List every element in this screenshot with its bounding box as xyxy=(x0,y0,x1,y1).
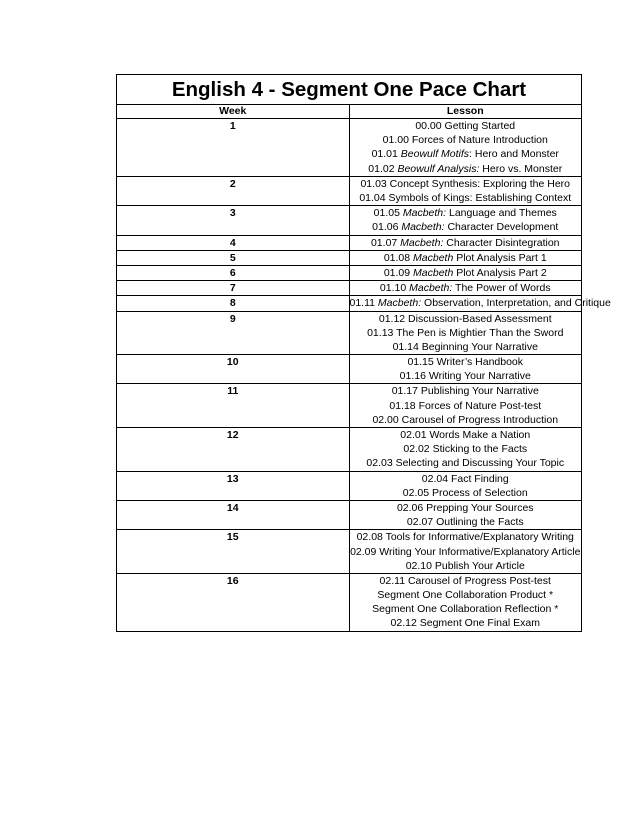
lesson-text: 01.12 Discussion-Based Assessment xyxy=(378,312,552,325)
week-row xyxy=(117,281,582,296)
lesson-item xyxy=(350,191,582,205)
week-row xyxy=(117,500,582,529)
lesson-text: 01.10 xyxy=(379,282,410,295)
week-number: 7 xyxy=(117,281,350,296)
pace-chart-body xyxy=(117,75,611,632)
week-number: 1 xyxy=(117,119,350,177)
lesson-list xyxy=(349,250,582,265)
week-number: 16 xyxy=(117,573,350,631)
week-number: 2 xyxy=(117,176,350,205)
lesson-item xyxy=(350,236,582,250)
lesson-item xyxy=(350,220,582,234)
lesson-text: Character Disintegration xyxy=(443,236,560,249)
week-row xyxy=(117,311,582,355)
lesson-column-header: Lesson xyxy=(349,105,582,119)
lesson-text: 01.16 Writing Your Narrative xyxy=(399,370,531,383)
week-row xyxy=(117,530,582,574)
week-number: 3 xyxy=(117,206,350,235)
lesson-text: 02.03 Selecting and Discussing Your Topic xyxy=(366,457,565,470)
lesson-text: Character Development xyxy=(444,221,559,234)
week-row xyxy=(117,573,582,631)
week-number: 15 xyxy=(117,530,350,574)
lesson-text: 01.14 Beginning Your Narrative xyxy=(392,340,538,353)
lesson-text-italic: Beowulf Motifs xyxy=(400,148,470,161)
lesson-item xyxy=(350,206,582,220)
lesson-item xyxy=(350,530,582,544)
week-row xyxy=(117,384,582,428)
lesson-text-italic: Macbeth: xyxy=(400,236,444,249)
lesson-text: 01.05 xyxy=(373,207,403,220)
lesson-text: 02.05 Process of Selection xyxy=(402,486,528,499)
lesson-list xyxy=(349,119,582,177)
lesson-item xyxy=(350,312,582,326)
lesson-text: 01.08 xyxy=(383,251,414,264)
lesson-item xyxy=(350,251,582,265)
lesson-text: 01.17 Publishing Your Narrative xyxy=(391,385,539,398)
lesson-text: 02.07 Outlining the Facts xyxy=(406,516,524,529)
lesson-item xyxy=(350,602,582,616)
lesson-item xyxy=(350,456,582,470)
week-number: 5 xyxy=(117,250,350,265)
lesson-text: 02.09 Writing Your Informative/Explanatory Article xyxy=(350,545,581,558)
lesson-text: 02.11 Carousel of Progress Post-test xyxy=(379,574,551,587)
lesson-list xyxy=(349,176,582,205)
lesson-item xyxy=(350,133,582,147)
lesson-item xyxy=(350,413,582,427)
lesson-item xyxy=(350,588,582,602)
lesson-list xyxy=(349,265,582,280)
lesson-text: Segment One Collaboration Product * xyxy=(377,589,554,602)
lesson-text: 01.00 Forces of Nature Introduction xyxy=(382,134,548,147)
lesson-text-italic: Beowulf Analysis: xyxy=(397,162,480,175)
week-row xyxy=(117,250,582,265)
lesson-text: 00.00 Getting Started xyxy=(415,120,516,132)
lesson-text: 02.04 Fact Finding xyxy=(421,472,509,485)
lesson-item xyxy=(350,472,582,486)
lesson-text: Plot Analysis Part 2 xyxy=(453,266,547,279)
lesson-text: 01.04 Symbols of Kings: Establishing Context xyxy=(359,191,572,204)
week-number: 9 xyxy=(117,311,350,355)
lesson-text: Observation, Interpretation, and Critique xyxy=(421,297,611,310)
lesson-text: 01.06 xyxy=(372,221,402,234)
lesson-text: 01.13 The Pen is Mightier Than the Sword xyxy=(367,326,564,339)
lesson-item xyxy=(350,177,582,191)
lesson-text-italic: Macbeth xyxy=(413,251,454,264)
lesson-list xyxy=(349,355,582,384)
lesson-item xyxy=(350,545,582,559)
lesson-text: 02.00 Carousel of Progress Introduction xyxy=(372,413,559,426)
lesson-item xyxy=(350,501,582,515)
lesson-text: The Power of Words xyxy=(452,282,551,295)
lesson-text-italic: Macbeth: xyxy=(409,282,453,295)
lesson-text: 02.08 Tools for Informative/Explanatory Writing xyxy=(356,531,574,544)
lesson-text: Segment One Collaboration Reflection * xyxy=(372,603,559,616)
lesson-list xyxy=(349,384,582,428)
week-number: 11 xyxy=(117,384,350,428)
lesson-text: 02.10 Publish Your Article xyxy=(405,559,525,572)
lesson-item xyxy=(350,428,582,442)
lesson-text: 02.02 Sticking to the Facts xyxy=(403,443,528,456)
lesson-text: 01.15 Writer’s Handbook xyxy=(407,356,524,369)
week-number: 6 xyxy=(117,265,350,280)
lesson-text-italic: Macbeth: xyxy=(402,207,447,220)
week-number: 14 xyxy=(117,500,350,529)
lesson-item xyxy=(350,515,582,529)
lesson-text: 01.03 Concept Synthesis: Exploring the Hero xyxy=(360,177,571,190)
lesson-item xyxy=(350,399,582,413)
lesson-item xyxy=(350,559,582,573)
lesson-list xyxy=(349,573,582,631)
lesson-text: 02.12 Segment One Final Exam xyxy=(390,617,540,630)
lesson-item xyxy=(350,369,582,383)
lesson-text: 01.18 Forces of Nature Post-test xyxy=(389,399,542,412)
lesson-text: Language and Themes xyxy=(446,207,557,220)
lesson-text: Hero vs. Monster xyxy=(479,162,563,175)
header-row xyxy=(117,105,582,119)
lesson-item xyxy=(350,442,582,456)
week-row xyxy=(117,265,582,280)
lesson-list xyxy=(349,206,582,235)
week-row xyxy=(117,355,582,384)
lesson-list xyxy=(349,311,582,355)
lesson-list xyxy=(349,296,611,311)
week-number: 4 xyxy=(117,235,350,250)
week-number: 13 xyxy=(117,471,350,500)
lesson-item xyxy=(350,162,582,176)
lesson-text-italic: Macbeth: xyxy=(377,297,422,310)
lesson-text: 01.09 xyxy=(383,266,414,279)
lesson-item xyxy=(350,119,582,133)
lesson-text-italic: Macbeth xyxy=(413,266,454,279)
week-row xyxy=(117,296,582,311)
page-title: English 4 - Segment One Pace Chart xyxy=(117,75,582,105)
week-number: 10 xyxy=(117,355,350,384)
lesson-text: 01.11 xyxy=(349,297,378,310)
lesson-item xyxy=(350,355,582,369)
week-row xyxy=(117,206,582,235)
lesson-text: 01.01 xyxy=(371,148,401,161)
week-row xyxy=(117,428,582,472)
lesson-item xyxy=(350,486,582,500)
lesson-text: Plot Analysis Part 1 xyxy=(453,251,547,264)
lesson-text: 02.06 Prepping Your Sources xyxy=(396,501,534,514)
lesson-list xyxy=(349,530,582,574)
week-row xyxy=(117,235,582,250)
lesson-item xyxy=(350,340,582,354)
lesson-text: 02.01 Words Make a Nation xyxy=(400,429,531,442)
lesson-text-italic: Macbeth: xyxy=(401,221,445,234)
lesson-item xyxy=(350,281,582,295)
lesson-list xyxy=(349,500,582,529)
week-row xyxy=(117,119,582,177)
pace-chart-table xyxy=(116,74,611,632)
lesson-item xyxy=(350,616,582,630)
week-column-header: Week xyxy=(117,105,350,119)
lesson-list xyxy=(349,428,582,472)
lesson-list xyxy=(349,281,582,296)
lesson-item xyxy=(350,326,582,340)
week-number: 12 xyxy=(117,428,350,472)
lesson-list xyxy=(349,471,582,500)
week-row xyxy=(117,176,582,205)
lesson-item xyxy=(350,147,582,161)
week-row xyxy=(117,471,582,500)
lesson-item xyxy=(349,296,611,310)
title-row xyxy=(117,75,582,105)
lesson-item xyxy=(350,266,582,280)
lesson-text: 01.07 xyxy=(370,236,401,249)
lesson-item xyxy=(350,384,582,398)
lesson-text: 01.02 xyxy=(368,162,398,175)
lesson-list xyxy=(349,235,582,250)
lesson-text: : Hero and Monster xyxy=(469,148,559,161)
lesson-item xyxy=(350,574,582,588)
week-number: 8 xyxy=(117,296,350,311)
